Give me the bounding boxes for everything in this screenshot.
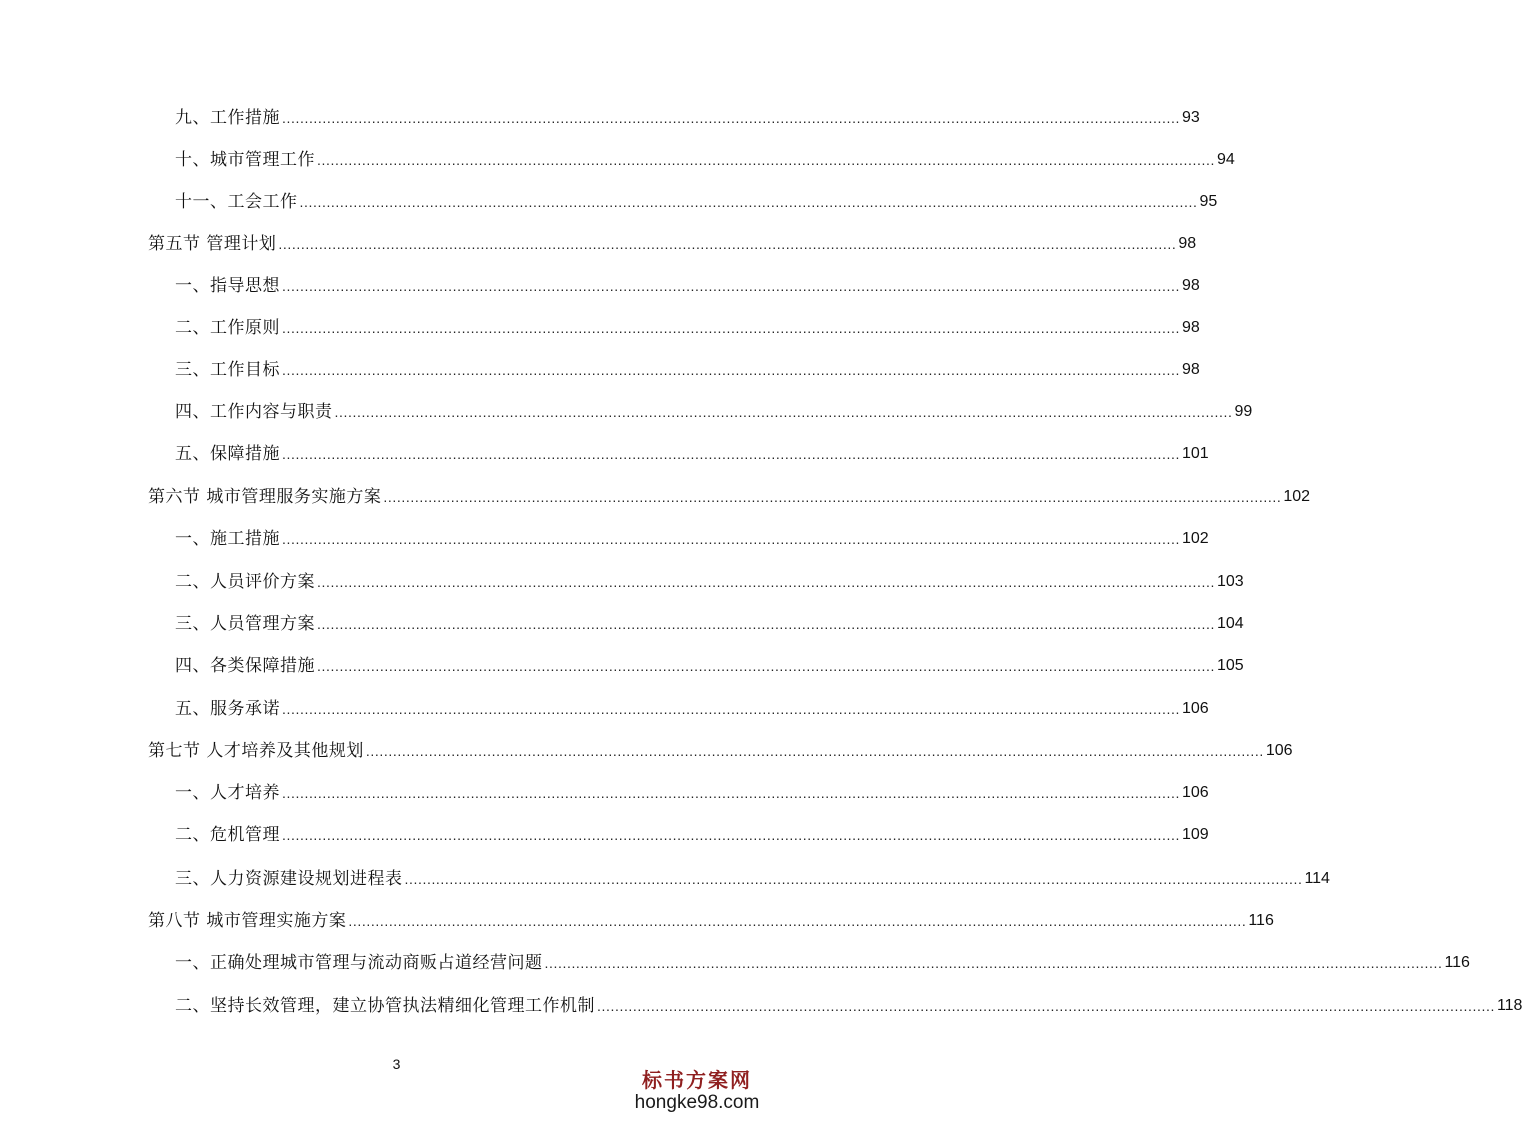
toc-entry[interactable] — [175, 653, 1244, 679]
toc-entry-page: 98 — [1181, 361, 1200, 378]
toc-entry[interactable] — [175, 526, 1209, 552]
toc-dot-leader: ........................................................................................................................................................................................................ — [317, 658, 1215, 674]
toc-entry-page: 106 — [1265, 742, 1293, 759]
toc-entry-label: 五、保障措施 — [175, 444, 280, 464]
toc-entry-page: 116 — [1444, 954, 1470, 971]
toc-dot-leader: ........................................................................................................................................................................................................ — [282, 531, 1180, 547]
toc-entry-label: 二、人员评价方案 — [175, 572, 315, 592]
toc-entry[interactable] — [175, 950, 1470, 976]
toc-entry-label: 十一、工会工作 — [175, 192, 298, 212]
toc-entry[interactable] — [175, 147, 1235, 173]
toc-entry-label: 一、施工措施 — [175, 529, 280, 549]
watermark — [617, 1068, 777, 1114]
toc-dot-leader: ........................................................................................................................................................................................................ — [544, 955, 1443, 971]
toc-dot-leader: ........................................................................................................................................................................................................ — [282, 701, 1180, 717]
toc-dot-leader: ........................................................................................................................................................................................................ — [317, 616, 1215, 632]
toc-dot-leader: ........................................................................................................................................................................................................ — [282, 320, 1180, 336]
toc-entry-page: 116 — [1248, 912, 1274, 929]
toc-dot-leader: ........................................................................................................................................................................................................ — [282, 362, 1180, 378]
toc-section-entry[interactable] — [148, 908, 1274, 934]
toc-entry-label: 二、危机管理 — [175, 825, 280, 845]
toc-entry-page: 101 — [1181, 445, 1209, 462]
toc-entry-page: 99 — [1234, 403, 1253, 420]
toc-entry-label: 一、人才培养 — [175, 783, 280, 803]
toc-dot-leader: ........................................................................................................................................................................................................ — [317, 574, 1215, 590]
toc-entry[interactable] — [175, 441, 1209, 467]
toc-entry-page: 118 — [1496, 997, 1522, 1014]
toc-entry-page: 103 — [1216, 573, 1244, 590]
toc-dot-leader: ........................................................................................................................................................................................................ — [282, 827, 1180, 843]
toc-entry-label: 十、城市管理工作 — [175, 150, 315, 170]
toc-entry[interactable] — [175, 189, 1218, 215]
toc-entry-label: 五、服务承诺 — [175, 699, 280, 719]
toc-section-entry[interactable] — [148, 484, 1311, 510]
toc-entry-label: 四、工作内容与职责 — [175, 402, 333, 422]
toc-entry-label: 第六节 城市管理服务实施方案 — [148, 487, 382, 507]
toc-entry-page: 94 — [1216, 151, 1235, 168]
toc-entry-page: 114 — [1304, 870, 1330, 887]
toc-entry-label: 九、工作措施 — [175, 108, 280, 128]
toc-entry[interactable] — [175, 696, 1209, 722]
toc-entry-label: 第五节 管理计划 — [148, 234, 277, 254]
page-number: 3 — [392, 1056, 401, 1072]
toc-entry[interactable] — [175, 399, 1253, 425]
toc-entry-label: 第八节 城市管理实施方案 — [148, 911, 347, 931]
toc-entry[interactable] — [175, 357, 1200, 383]
toc-dot-leader: ........................................................................................................................................................................................................ — [282, 446, 1180, 462]
toc-entry-page: 98 — [1178, 235, 1197, 252]
watermark-chinese: 标书方案网 — [642, 1068, 752, 1092]
toc-entry[interactable] — [175, 822, 1209, 848]
toc-entry[interactable] — [175, 569, 1244, 595]
toc-dot-leader: ........................................................................................................................................................................................................ — [299, 194, 1198, 210]
toc-dot-leader: ........................................................................................................................................................................................................ — [282, 785, 1180, 801]
toc-dot-leader: ........................................................................................................................................................................................................ — [282, 110, 1180, 126]
toc-entry-page: 95 — [1199, 193, 1218, 210]
toc-dot-leader: ........................................................................................................................................................................................................ — [334, 404, 1233, 420]
toc-entry[interactable] — [175, 993, 1522, 1019]
toc-entry-label: 二、坚持长效管理，建立协管执法精细化管理工作机制 — [175, 996, 595, 1016]
toc-section-entry[interactable] — [148, 231, 1197, 257]
toc-entry-page: 102 — [1283, 488, 1311, 505]
toc-entry-page: 109 — [1181, 826, 1209, 843]
toc-entry-page: 102 — [1181, 530, 1209, 547]
toc-entry[interactable] — [175, 315, 1200, 341]
toc-entry[interactable] — [175, 273, 1200, 299]
toc-entry-page: 98 — [1181, 277, 1200, 294]
toc-entry-label: 三、工作目标 — [175, 360, 280, 380]
toc-dot-leader: ........................................................................................................................................................................................................ — [348, 913, 1247, 929]
toc-entry[interactable] — [175, 780, 1209, 806]
toc-entry-page: 106 — [1181, 700, 1209, 717]
toc-section-entry[interactable] — [148, 738, 1293, 764]
toc-entry-label: 一、指导思想 — [175, 276, 280, 296]
toc-entry-label: 三、人力资源建设规划进程表 — [175, 869, 403, 889]
toc-entry-label: 三、人员管理方案 — [175, 614, 315, 634]
toc-dot-leader: ........................................................................................................................................................................................................ — [597, 998, 1495, 1014]
toc-dot-leader: ........................................................................................................................................................................................................ — [278, 236, 1177, 252]
toc-entry-label: 第七节 人才培养及其他规划 — [148, 741, 364, 761]
toc-entry-label: 二、工作原则 — [175, 318, 280, 338]
toc-entry[interactable] — [175, 611, 1244, 637]
toc-entry-page: 104 — [1216, 615, 1244, 632]
toc-dot-leader: ........................................................................................................................................................................................................ — [365, 743, 1264, 759]
toc-dot-leader: ........................................................................................................................................................................................................ — [383, 489, 1282, 505]
toc-entry-page: 105 — [1216, 657, 1244, 674]
toc-entry-label: 四、各类保障措施 — [175, 656, 315, 676]
toc-entry-label: 一、正确处理城市管理与流动商贩占道经营问题 — [175, 953, 543, 973]
toc-entry-page: 98 — [1181, 319, 1200, 336]
toc-entry[interactable] — [175, 866, 1330, 892]
toc-entry-page: 106 — [1181, 784, 1209, 801]
toc-dot-leader: ........................................................................................................................................................................................................ — [282, 278, 1180, 294]
toc-entry[interactable] — [175, 105, 1200, 131]
toc-entry-page: 93 — [1181, 109, 1200, 126]
watermark-url: hongke98.com — [634, 1092, 760, 1113]
toc-dot-leader: ........................................................................................................................................................................................................ — [317, 152, 1215, 168]
toc-dot-leader: ........................................................................................................................................................................................................ — [404, 871, 1303, 887]
